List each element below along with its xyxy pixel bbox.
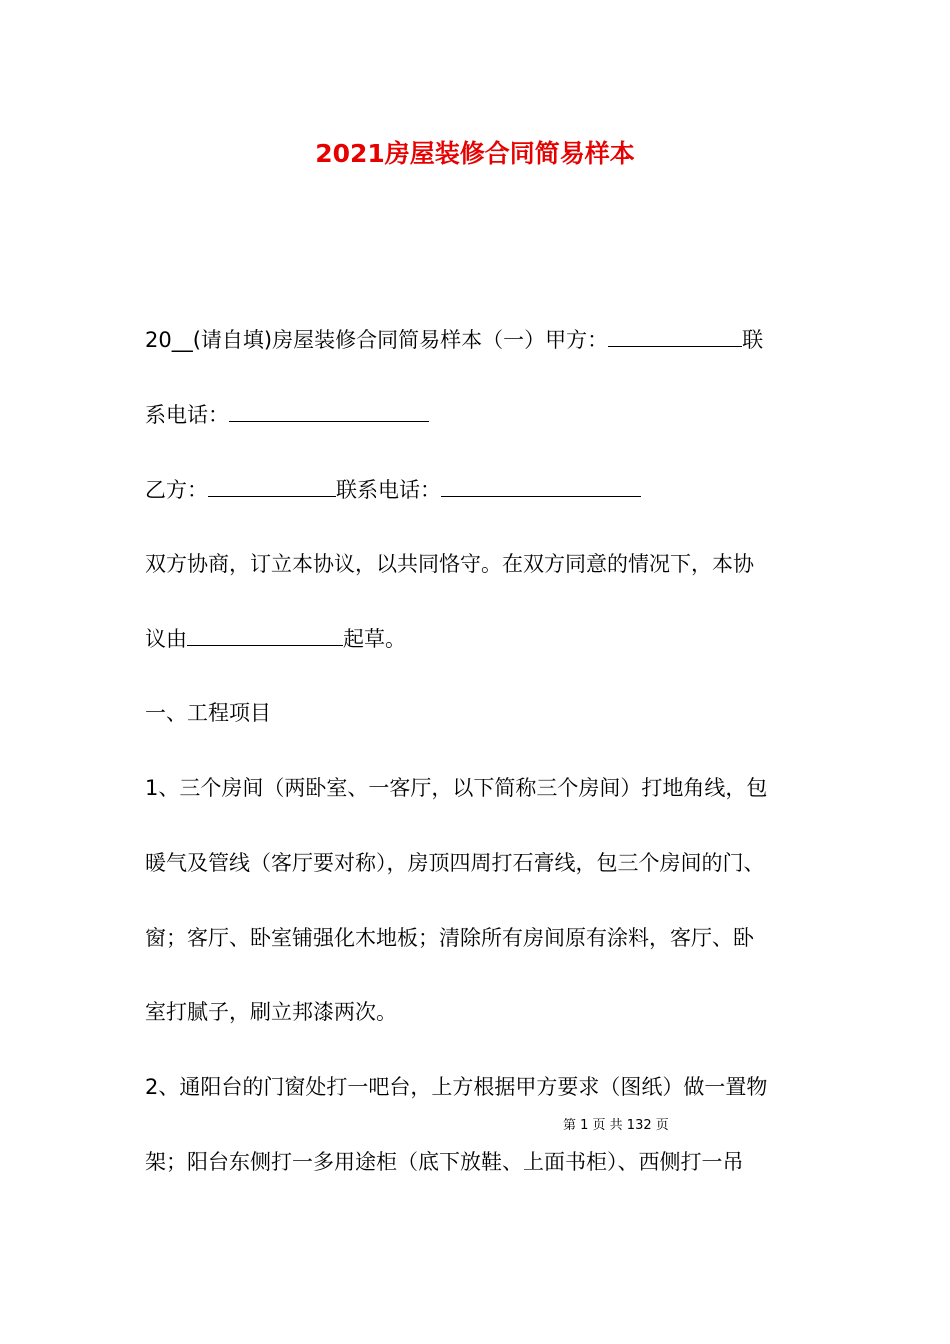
party-a-blank[interactable] bbox=[608, 325, 742, 347]
contract-line-drafter bbox=[145, 624, 406, 654]
paragraph-line: 2、通阳台的门窗处打一吧台，上方根据甲方要求（图纸）做一置物 bbox=[145, 1075, 768, 1099]
drafter-suffix: 起草。 bbox=[343, 627, 406, 651]
contact-label-start: 联 bbox=[742, 328, 764, 352]
contract-line-party-a-phone bbox=[145, 400, 429, 430]
drafter-label: 议由 bbox=[145, 627, 187, 651]
party-a-phone-blank[interactable] bbox=[229, 400, 429, 422]
document-title: 2021房屋装修合同简易样本 bbox=[315, 139, 635, 168]
party-a-phone-label: 系电话： bbox=[145, 403, 229, 427]
paragraph-line: 双方协商，订立本协议，以共同恪守。在双方同意的情况下，本协 bbox=[145, 552, 754, 576]
party-b-phone-label: 联系电话： bbox=[336, 478, 441, 502]
page-footer: 第 1 页 共 132 页 bbox=[563, 1118, 669, 1133]
paragraph-line: 暖气及管线（客厅要对称），房顶四周打石膏线，包三个房间的门、 bbox=[145, 851, 765, 875]
section-heading: 一、工程项目 bbox=[145, 701, 271, 725]
contract-line-party-b bbox=[145, 475, 641, 505]
contract-line-party-a bbox=[145, 325, 763, 355]
paragraph-line: 1、三个房间（两卧室、一客厅，以下简称三个房间）打地角线，包 bbox=[145, 776, 768, 800]
paragraph-line: 架；阳台东侧打一多用途柜（底下放鞋、上面书柜）、西侧打一吊 bbox=[145, 1150, 744, 1174]
drafter-blank[interactable] bbox=[187, 624, 343, 646]
paragraph-line: 室打腻子，刷立邦漆两次。 bbox=[145, 1000, 397, 1024]
paragraph-line: 窗；客厅、卧室铺强化木地板；清除所有房间原有涂料，客厅、卧 bbox=[145, 926, 754, 950]
party-a-label: 20__(请自填)房屋装修合同简易样本（一）甲方： bbox=[145, 328, 609, 352]
party-b-blank[interactable] bbox=[208, 475, 336, 497]
party-b-label: 乙方： bbox=[145, 478, 208, 502]
party-b-phone-blank[interactable] bbox=[441, 475, 641, 497]
